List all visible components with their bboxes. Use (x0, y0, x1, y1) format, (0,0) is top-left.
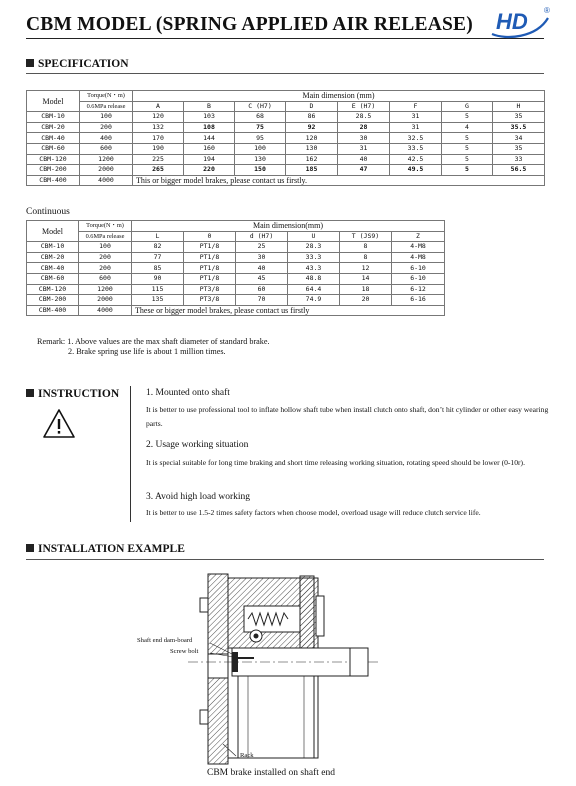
table-row (27, 305, 445, 316)
value-cell: 6-12 (392, 284, 445, 295)
instruction-3-title: 3. Avoid high load working (146, 492, 251, 502)
value-cell: 74.9 (288, 295, 340, 306)
torque-cell: 200 (80, 122, 133, 133)
instruction-1-title: 1. Mounted onto shaft (146, 388, 230, 398)
main-dimension-header: Main dimension (mm) (133, 91, 545, 102)
value-cell: 115 (132, 284, 184, 295)
value-cell: 160 (184, 143, 235, 154)
value-cell: 40 (236, 263, 288, 274)
table-row (27, 284, 445, 295)
value-cell: 31 (390, 112, 442, 123)
value-cell: 35.5 (493, 122, 545, 133)
value-cell: 70 (236, 295, 288, 306)
value-cell: 95 (235, 133, 286, 144)
value-cell: 33 (493, 154, 545, 165)
value-cell: 150 (235, 165, 286, 176)
model-cell: CBM-20 (27, 252, 79, 263)
value-cell: 5 (442, 154, 493, 165)
value-cell: 170 (133, 133, 184, 144)
model-cell: CBM-200 (27, 295, 79, 306)
hd-logo-icon (488, 4, 554, 40)
value-cell: 28 (338, 122, 390, 133)
label-dam-board: Shaft end dam-board (137, 637, 193, 644)
value-cell: 86 (286, 112, 338, 123)
contact-note: This or bigger model brakes, please contact us firstly. (133, 175, 545, 186)
instruction-heading (26, 388, 119, 400)
value-cell: 5 (442, 112, 493, 123)
shaft-end (350, 648, 368, 676)
model-cell: CBM-200 (27, 165, 80, 176)
column-header-row (27, 231, 445, 242)
value-cell: 47 (338, 165, 390, 176)
value-cell: 20 (340, 295, 392, 306)
column-header: B (184, 101, 235, 112)
column-header: E (H7) (338, 101, 390, 112)
model-cell: CBM-40 (27, 263, 79, 274)
value-cell: 90 (132, 273, 184, 284)
table-row (27, 165, 545, 176)
table-row (27, 252, 445, 263)
value-cell: 85 (132, 263, 184, 274)
table-row (27, 242, 445, 253)
value-cell: 108 (184, 122, 235, 133)
torque-cell: 4000 (80, 175, 133, 186)
value-cell: 5 (442, 143, 493, 154)
title-underline (26, 38, 544, 39)
contact-note: These or bigger model brakes, please contact us firstly (132, 305, 445, 316)
value-cell: 130 (286, 143, 338, 154)
value-cell: 185 (286, 165, 338, 176)
specification-rule (26, 73, 544, 74)
installation-rule (26, 559, 544, 560)
section-square-icon (26, 59, 34, 67)
value-cell: 35 (493, 112, 545, 123)
torque-cell: 4000 (79, 305, 132, 316)
value-cell: 6-10 (392, 263, 445, 274)
torque-cell: 100 (79, 242, 132, 253)
value-cell: 34 (493, 133, 545, 144)
value-cell: 32.5 (390, 133, 442, 144)
value-cell: 144 (184, 133, 235, 144)
frame-bolt-icon (200, 710, 208, 724)
model-cell: CBM-400 (27, 305, 79, 316)
model-header: Model (27, 221, 79, 242)
value-cell: 35 (493, 143, 545, 154)
value-cell: 4-M8 (392, 252, 445, 263)
instruction-3-text: It is better to use 1.5-2 times safety factors when choose model, overload usage will reduce clutch service life. (146, 508, 481, 517)
remark-block (37, 337, 270, 357)
value-cell: 162 (286, 154, 338, 165)
torque-cell: 100 (80, 112, 133, 123)
column-header: U (288, 231, 340, 242)
installation-caption: CBM brake installed on shaft end (207, 768, 335, 778)
value-cell: 28.3 (288, 242, 340, 253)
instruction-1-text: It is better to use professional tool to inflate hollow shaft tube when install clutch onto shaft, don’t hit cylinder or other easy wearing parts. (146, 405, 549, 428)
model-cell: CBM-120 (27, 154, 80, 165)
value-cell: 49.5 (390, 165, 442, 176)
value-cell: 5 (442, 133, 493, 144)
torque-cell: 2000 (80, 165, 133, 176)
value-cell: 265 (133, 165, 184, 176)
air-port (316, 596, 324, 636)
value-cell: 25 (236, 242, 288, 253)
value-cell: 18 (340, 284, 392, 295)
spring-cavity (244, 606, 300, 632)
model-cell: CBM-60 (27, 273, 79, 284)
torque-cell: 400 (80, 133, 133, 144)
value-cell: PT1/8 (184, 252, 236, 263)
torque-cell: 600 (80, 143, 133, 154)
specification-table (26, 90, 545, 186)
value-cell: 48.8 (288, 273, 340, 284)
remark-line-2: 2. Brake spring use life is about 1 million times. (68, 347, 226, 356)
column-header: 0 (184, 231, 236, 242)
model-cell: CBM-20 (27, 122, 80, 133)
model-cell: CBM-400 (27, 175, 80, 186)
value-cell: 4-M8 (392, 242, 445, 253)
column-header: L (132, 231, 184, 242)
value-cell: 100 (235, 143, 286, 154)
main-dimension-header: Main dimension(mm) (132, 221, 445, 232)
table-row (27, 273, 445, 284)
value-cell: 220 (184, 165, 235, 176)
rack-hatch-lower (208, 678, 228, 764)
value-cell: 92 (286, 122, 338, 133)
table-row (27, 112, 545, 123)
model-header: Model (27, 91, 80, 112)
specification-title: SPECIFICATION (38, 58, 129, 70)
table-row (27, 175, 545, 186)
column-header: Z (392, 231, 445, 242)
instruction-2-title: 2. Usage working situation (146, 440, 249, 450)
value-cell: 5 (442, 165, 493, 176)
warning-triangle-icon (42, 408, 76, 440)
value-cell: 8 (340, 242, 392, 253)
model-cell: CBM-60 (27, 143, 80, 154)
installation-heading (26, 543, 185, 555)
value-cell: PT1/8 (184, 263, 236, 274)
table-row (27, 122, 545, 133)
value-cell: 120 (133, 112, 184, 123)
installation-title: INSTALLATION EXAMPLE (38, 543, 185, 555)
value-cell: 30 (338, 133, 390, 144)
page-title: CBM MODEL (SPRING APPLIED AIR RELEASE) (26, 14, 473, 35)
value-cell: 130 (235, 154, 286, 165)
column-header: T (JS9) (340, 231, 392, 242)
bearing-center (254, 634, 259, 639)
value-cell: 33.5 (390, 143, 442, 154)
torque-header: Torque(N・m) (80, 91, 133, 102)
model-cell: CBM-10 (27, 242, 79, 253)
table-row (27, 154, 545, 165)
table-row (27, 133, 545, 144)
logo-text: HD (496, 9, 528, 34)
table-row (27, 295, 445, 306)
remark-line-1: Remark: 1. Above values are the max shaft diameter of standard brake. (37, 337, 270, 346)
value-cell: 60 (236, 284, 288, 295)
rack-hatch-upper (208, 574, 228, 654)
value-cell: 132 (133, 122, 184, 133)
continuous-table (26, 220, 445, 316)
value-cell: 64.4 (288, 284, 340, 295)
column-header: C (H7) (235, 101, 286, 112)
torque-cell: 1200 (80, 154, 133, 165)
value-cell: 33.3 (288, 252, 340, 263)
section-square-icon (26, 389, 34, 397)
label-rack: Rack (240, 752, 254, 759)
torque-cell: 200 (79, 252, 132, 263)
model-cell: CBM-120 (27, 284, 79, 295)
value-cell: 77 (132, 252, 184, 263)
value-cell: 225 (133, 154, 184, 165)
torque-cell: 200 (79, 263, 132, 274)
value-cell: 31 (390, 122, 442, 133)
column-header: d (H7) (236, 231, 288, 242)
value-cell: 8 (340, 252, 392, 263)
torque-subheader: 0.6MPa release (79, 231, 132, 242)
torque-header: Torque(N・m) (79, 221, 132, 232)
installation-drawing (128, 566, 388, 766)
value-cell: 31 (338, 143, 390, 154)
value-cell: 56.5 (493, 165, 545, 176)
value-cell: 14 (340, 273, 392, 284)
column-header: H (493, 101, 545, 112)
value-cell: PT1/8 (184, 273, 236, 284)
model-cell: CBM-10 (27, 112, 80, 123)
value-cell: 40 (338, 154, 390, 165)
value-cell: PT3/8 (184, 295, 236, 306)
specification-heading (26, 58, 129, 70)
instruction-divider (130, 386, 131, 522)
column-header: A (133, 101, 184, 112)
value-cell: PT3/8 (184, 284, 236, 295)
value-cell: 6-10 (392, 273, 445, 284)
instruction-2-text: It is special suitable for long time braking and short time releasing working situation, rotating speed should be lower (0-10r). (146, 458, 525, 467)
column-header: G (442, 101, 493, 112)
value-cell: 6-16 (392, 295, 445, 306)
torque-subheader: 0.6MPa release (80, 101, 133, 112)
value-cell: 190 (133, 143, 184, 154)
dam-board (232, 652, 238, 672)
torque-cell: 2000 (79, 295, 132, 306)
value-cell: 43.3 (288, 263, 340, 274)
torque-cell: 1200 (79, 284, 132, 295)
value-cell: 42.5 (390, 154, 442, 165)
value-cell: 45 (236, 273, 288, 284)
column-header: D (286, 101, 338, 112)
registered-mark: ® (544, 6, 550, 15)
value-cell: 30 (236, 252, 288, 263)
label-screw-bolt: Screw bolt (170, 648, 199, 655)
frame-bolt-icon (200, 598, 208, 612)
model-cell: CBM-40 (27, 133, 80, 144)
value-cell: 12 (340, 263, 392, 274)
column-header: F (390, 101, 442, 112)
value-cell: 28.5 (338, 112, 390, 123)
continuous-label: Continuous (26, 207, 70, 217)
table-row (27, 263, 445, 274)
instruction-title: INSTRUCTION (38, 388, 120, 400)
value-cell: 194 (184, 154, 235, 165)
value-cell: 4 (442, 122, 493, 133)
value-cell: 68 (235, 112, 286, 123)
lower-body (238, 676, 314, 758)
column-header-row (27, 101, 545, 112)
table-row (27, 143, 545, 154)
value-cell: 135 (132, 295, 184, 306)
section-square-icon (26, 544, 34, 552)
value-cell: 120 (286, 133, 338, 144)
value-cell: PT1/8 (184, 242, 236, 253)
value-cell: 82 (132, 242, 184, 253)
torque-cell: 600 (79, 273, 132, 284)
value-cell: 75 (235, 122, 286, 133)
value-cell: 103 (184, 112, 235, 123)
pressure-plate (300, 576, 314, 650)
